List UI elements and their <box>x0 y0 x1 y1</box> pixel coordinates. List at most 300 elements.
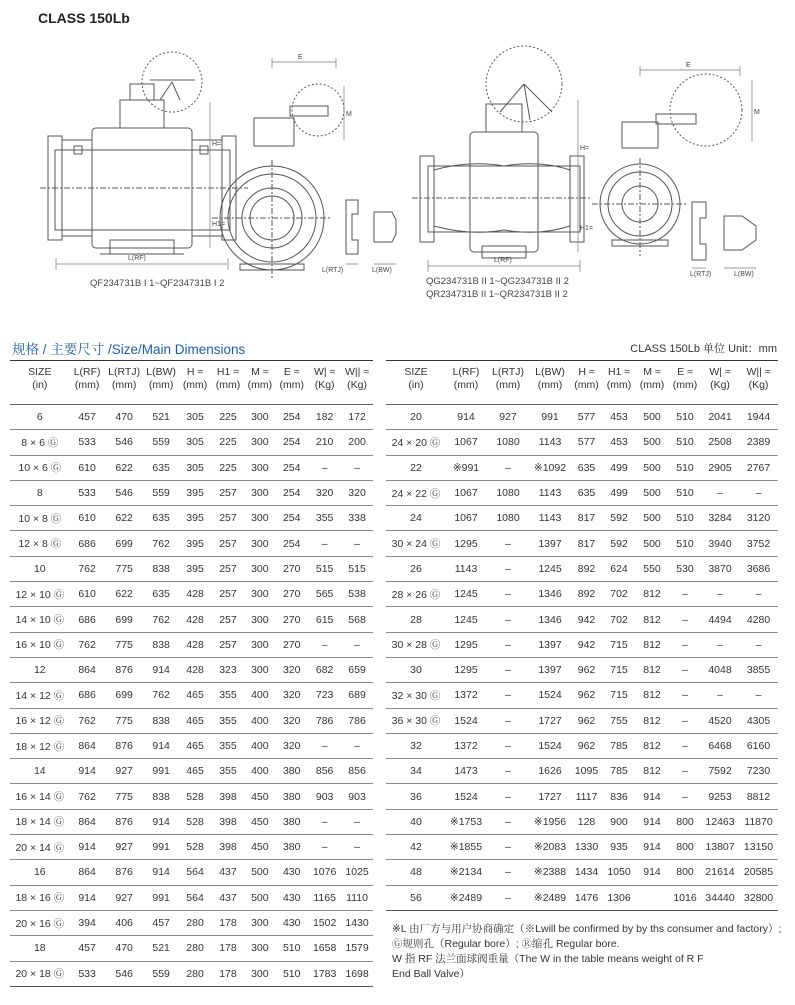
value-cell: 699 <box>105 607 144 632</box>
footnote: ※L 由厂方与用户协商确定（※Lwill be confirmed by by ths consumer and factory）; <box>392 923 782 935</box>
size-cell: 28 × 26 Ⓖ <box>386 582 446 607</box>
value-cell: 533 <box>70 961 105 986</box>
value-cell: 32800 <box>739 885 778 910</box>
value-cell: 1295 <box>446 657 486 682</box>
column-header <box>486 361 530 405</box>
class-title: CLASS 150Lb <box>38 10 130 26</box>
value-cell: 172 <box>341 405 373 430</box>
value-cell: 2389 <box>739 430 778 455</box>
value-cell: 775 <box>105 708 144 733</box>
value-cell: 775 <box>105 556 144 581</box>
value-cell: – <box>701 632 739 657</box>
column-header-unit: (mm) <box>574 379 599 391</box>
value-cell: – <box>701 480 739 505</box>
value-cell: 300 <box>244 430 275 455</box>
value-cell: 270 <box>275 582 308 607</box>
value-cell: 500 <box>635 480 669 505</box>
size-cell: 36 <box>386 784 446 809</box>
value-cell: 453 <box>603 405 635 430</box>
left-lbw-label: L(BW) <box>372 267 392 274</box>
column-header <box>739 361 778 405</box>
value-cell: – <box>739 632 778 657</box>
value-cell: 1295 <box>446 632 486 657</box>
value-cell: 786 <box>341 708 373 733</box>
value-cell: 320 <box>275 683 308 708</box>
value-cell: 1245 <box>446 607 486 632</box>
column-header-unit: (mm) <box>215 379 241 391</box>
size-cell: 8 <box>10 480 70 505</box>
value-cell: 510 <box>669 455 701 480</box>
value-cell: 1524 <box>446 708 486 733</box>
value-cell: 927 <box>105 885 144 910</box>
column-header-label: L(RTJ) <box>108 366 141 378</box>
size-cell: 16 × 12 Ⓖ <box>10 708 70 733</box>
column-header-label: H ≈ <box>578 366 595 378</box>
value-cell: – <box>308 455 341 480</box>
value-cell: 564 <box>179 860 212 885</box>
section-title: 规格 / 主要尺寸 /Size/Main Dimensions <box>12 342 246 357</box>
value-cell: 762 <box>70 632 105 657</box>
footnote: Ⓖ规则孔（Regular bore）; Ⓡ缩孔 Regular bore. <box>392 938 620 950</box>
value-cell: 800 <box>669 860 701 885</box>
table-row <box>386 733 778 758</box>
value-cell: 225 <box>212 405 245 430</box>
size-cell: 30 × 28 Ⓖ <box>386 632 446 657</box>
value-cell: 430 <box>275 885 308 910</box>
value-cell: – <box>669 657 701 682</box>
size-cell: 16 × 10 Ⓖ <box>10 632 70 657</box>
value-cell: 991 <box>144 835 179 860</box>
left-end-profiles <box>346 200 396 264</box>
right-h1-label: H1= <box>580 225 594 232</box>
value-cell: 1727 <box>530 784 570 809</box>
value-cell: 1727 <box>530 708 570 733</box>
size-cell: 10 × 6 Ⓖ <box>10 455 70 480</box>
value-cell: 1117 <box>570 784 603 809</box>
size-cell: 12 × 8 Ⓖ <box>10 531 70 556</box>
value-cell: 1502 <box>308 910 341 935</box>
value-cell: 942 <box>570 632 603 657</box>
value-cell: 465 <box>179 733 212 758</box>
column-header-unit: (in) <box>32 379 48 391</box>
value-cell: 635 <box>570 455 603 480</box>
value-cell: 1372 <box>446 733 486 758</box>
value-cell: – <box>308 733 341 758</box>
value-cell: 510 <box>669 405 701 430</box>
value-cell: 864 <box>70 809 105 834</box>
value-cell: 991 <box>144 885 179 910</box>
column-header-label: H ≈ <box>186 366 204 378</box>
value-cell: 257 <box>212 607 245 632</box>
value-cell: 546 <box>105 480 144 505</box>
right-drawing-caption-2: QR234731B II 1~QR234731B II 2 <box>426 289 568 300</box>
value-cell: 21614 <box>701 860 739 885</box>
value-cell: 1165 <box>308 885 341 910</box>
size-cell: 18 × 16 Ⓖ <box>10 885 70 910</box>
value-cell: 430 <box>275 860 308 885</box>
value-cell: 500 <box>244 860 275 885</box>
value-cell: 914 <box>70 835 105 860</box>
value-cell: 3870 <box>701 556 739 581</box>
value-cell: ※1092 <box>530 455 570 480</box>
value-cell: 1067 <box>446 506 486 531</box>
value-cell: 962 <box>570 708 603 733</box>
size-cell: 14 × 10 Ⓖ <box>10 607 70 632</box>
table-row <box>10 733 373 758</box>
value-cell: 622 <box>105 582 144 607</box>
value-cell: 300 <box>244 506 275 531</box>
size-cell: 26 <box>386 556 446 581</box>
value-cell: 380 <box>275 809 308 834</box>
value-cell: 3120 <box>739 506 778 531</box>
right-lbw-label: L(BW) <box>734 271 754 278</box>
value-cell: 178 <box>212 936 245 961</box>
column-header <box>308 361 341 405</box>
value-cell: 521 <box>144 936 179 961</box>
table-row <box>10 607 373 632</box>
left-h-label: H= <box>212 141 222 148</box>
value-cell: 786 <box>308 708 341 733</box>
value-cell: 577 <box>570 430 603 455</box>
value-cell: 564 <box>179 885 212 910</box>
table-row <box>10 885 373 910</box>
value-cell: 182 <box>308 405 341 430</box>
value-cell: 635 <box>144 582 179 607</box>
value-cell: ※2489 <box>530 885 570 910</box>
size-cell: 14 × 12 Ⓖ <box>10 683 70 708</box>
value-cell: 1579 <box>341 936 373 961</box>
table-row <box>386 405 778 430</box>
value-cell: 128 <box>570 809 603 834</box>
table-row <box>386 657 778 682</box>
value-cell: 470 <box>105 405 144 430</box>
value-cell: 320 <box>275 733 308 758</box>
value-cell: 257 <box>212 506 245 531</box>
table-row <box>386 860 778 885</box>
table-row <box>10 480 373 505</box>
value-cell: 453 <box>603 430 635 455</box>
value-cell: 914 <box>446 405 486 430</box>
value-cell: 510 <box>275 936 308 961</box>
left-h1-label: H1= <box>212 221 226 228</box>
value-cell: 457 <box>70 405 105 430</box>
value-cell: – <box>701 683 739 708</box>
column-header <box>570 361 603 405</box>
value-cell: 812 <box>635 607 669 632</box>
value-cell: – <box>486 657 530 682</box>
value-cell: 1473 <box>446 759 486 784</box>
value-cell: 682 <box>308 657 341 682</box>
value-cell: ※1855 <box>446 835 486 860</box>
value-cell: 300 <box>244 936 275 961</box>
column-header <box>105 361 144 405</box>
size-cell: 16 × 14 Ⓖ <box>10 784 70 809</box>
value-cell: 991 <box>144 759 179 784</box>
value-cell: 1346 <box>530 607 570 632</box>
value-cell: – <box>739 480 778 505</box>
column-header <box>212 361 245 405</box>
value-cell: 1295 <box>446 531 486 556</box>
column-header-unit: (Kg) <box>314 379 335 391</box>
value-cell: 500 <box>635 405 669 430</box>
value-cell: – <box>739 683 778 708</box>
value-cell: 300 <box>244 657 275 682</box>
value-cell: 3940 <box>701 531 739 556</box>
column-header-unit: (mm) <box>672 379 698 391</box>
value-cell: 699 <box>105 531 144 556</box>
value-cell: 305 <box>179 430 212 455</box>
size-cell: 32 <box>386 733 446 758</box>
column-header <box>701 361 739 405</box>
value-cell: 300 <box>244 455 275 480</box>
value-cell: 1050 <box>603 860 635 885</box>
value-cell: 876 <box>105 860 144 885</box>
value-cell: 838 <box>144 556 179 581</box>
unit-note: CLASS 150Lb 单位 Unit：mm <box>630 343 777 355</box>
column-header-unit: (mm) <box>182 379 208 391</box>
right-lrf-label: L(RF) <box>494 257 512 264</box>
value-cell: 400 <box>244 759 275 784</box>
dimensions-table-left <box>10 360 373 987</box>
value-cell: – <box>669 759 701 784</box>
value-cell: 254 <box>275 455 308 480</box>
value-cell: 812 <box>635 582 669 607</box>
value-cell: – <box>486 607 530 632</box>
value-cell: – <box>486 531 530 556</box>
value-cell: 270 <box>275 607 308 632</box>
value-cell: 338 <box>341 506 373 531</box>
value-cell: 300 <box>244 910 275 935</box>
valve-drawings <box>0 40 795 305</box>
size-cell: 12 <box>10 657 70 682</box>
value-cell: 762 <box>70 708 105 733</box>
value-cell: ※991 <box>446 455 486 480</box>
value-cell: 178 <box>212 961 245 986</box>
size-cell: 18 <box>10 936 70 961</box>
value-cell: 1143 <box>530 506 570 531</box>
value-cell: 300 <box>244 480 275 505</box>
column-header-unit: (in) <box>408 379 424 391</box>
value-cell: 592 <box>603 506 635 531</box>
value-cell: 300 <box>244 607 275 632</box>
value-cell: 305 <box>179 455 212 480</box>
size-cell: 12 × 10 Ⓖ <box>10 582 70 607</box>
value-cell: 1306 <box>603 885 635 910</box>
table-row <box>10 708 373 733</box>
value-cell: 178 <box>212 910 245 935</box>
size-cell: 8 × 6 Ⓖ <box>10 430 70 455</box>
value-cell: 11870 <box>739 809 778 834</box>
value-cell: 1430 <box>341 910 373 935</box>
value-cell: 1346 <box>530 582 570 607</box>
size-cell: 56 <box>386 885 446 910</box>
value-cell: 817 <box>570 506 603 531</box>
value-cell: – <box>669 582 701 607</box>
value-cell: 225 <box>212 430 245 455</box>
value-cell: 1143 <box>530 430 570 455</box>
value-cell: – <box>701 582 739 607</box>
value-cell: 622 <box>105 506 144 531</box>
value-cell: 300 <box>244 961 275 986</box>
column-header-label: E ≈ <box>677 366 693 378</box>
value-cell: 3855 <box>739 657 778 682</box>
value-cell: – <box>669 632 701 657</box>
left-m-label: M <box>346 111 352 118</box>
column-header-unit: (mm) <box>453 379 479 391</box>
value-cell: 2905 <box>701 455 739 480</box>
value-cell: 510 <box>669 506 701 531</box>
value-cell: 592 <box>603 531 635 556</box>
value-cell: 6468 <box>701 733 739 758</box>
value-cell: 300 <box>244 405 275 430</box>
column-header-label: SIZE <box>404 366 428 378</box>
value-cell: 817 <box>570 531 603 556</box>
value-cell: 254 <box>275 430 308 455</box>
size-cell: 10 <box>10 556 70 581</box>
size-cell: 30 × 24 Ⓖ <box>386 531 446 556</box>
value-cell: ※1753 <box>446 809 486 834</box>
size-cell: 24 × 22 Ⓖ <box>386 480 446 505</box>
value-cell: 533 <box>70 430 105 455</box>
value-cell: 1524 <box>446 784 486 809</box>
value-cell: – <box>669 607 701 632</box>
table-row <box>386 582 778 607</box>
column-header <box>10 361 70 405</box>
value-cell: 565 <box>308 582 341 607</box>
column-header-unit: (mm) <box>247 379 273 391</box>
value-cell: 210 <box>308 430 341 455</box>
value-cell: 500 <box>635 531 669 556</box>
value-cell: 254 <box>275 506 308 531</box>
value-cell: – <box>341 809 373 834</box>
value-cell: 380 <box>275 784 308 809</box>
value-cell: – <box>486 885 530 910</box>
value-cell: 914 <box>70 885 105 910</box>
value-cell: 4494 <box>701 607 739 632</box>
value-cell: 7230 <box>739 759 778 784</box>
column-header-label: W| ≈ <box>313 366 336 378</box>
value-cell <box>635 885 669 910</box>
value-cell: 876 <box>105 657 144 682</box>
column-header <box>669 361 701 405</box>
value-cell: 380 <box>275 759 308 784</box>
table-row <box>10 405 373 430</box>
value-cell: 398 <box>212 835 245 860</box>
value-cell: ※2134 <box>446 860 486 885</box>
value-cell: 864 <box>70 657 105 682</box>
value-cell: 380 <box>275 835 308 860</box>
value-cell: 812 <box>635 657 669 682</box>
value-cell: 510 <box>669 480 701 505</box>
right-valve-front-view <box>592 74 742 256</box>
value-cell: – <box>486 556 530 581</box>
value-cell: – <box>486 784 530 809</box>
table-row <box>10 936 373 961</box>
table-row <box>386 607 778 632</box>
size-cell: 20 × 16 Ⓖ <box>10 910 70 935</box>
dimensions-table-right <box>386 360 778 911</box>
value-cell: 254 <box>275 531 308 556</box>
value-cell: ※2083 <box>530 835 570 860</box>
value-cell: 1434 <box>570 860 603 885</box>
footnote: End Ball Valve） <box>392 968 471 980</box>
value-cell: 2041 <box>701 405 739 430</box>
table-row <box>10 910 373 935</box>
right-lrtj-label: L(RTJ) <box>690 271 712 278</box>
value-cell: 257 <box>212 582 245 607</box>
value-cell: 1626 <box>530 759 570 784</box>
size-cell: 24 × 20 Ⓖ <box>386 430 446 455</box>
value-cell: 510 <box>669 430 701 455</box>
value-cell: 528 <box>179 835 212 860</box>
value-cell: 515 <box>341 556 373 581</box>
table-header-row <box>10 361 373 405</box>
value-cell: 812 <box>635 683 669 708</box>
value-cell: – <box>486 683 530 708</box>
value-cell: 723 <box>308 683 341 708</box>
value-cell: – <box>308 531 341 556</box>
value-cell: 635 <box>144 506 179 531</box>
table-row <box>10 860 373 885</box>
value-cell: 1016 <box>669 885 701 910</box>
column-header <box>275 361 308 405</box>
value-cell: 715 <box>603 632 635 657</box>
value-cell: 2508 <box>701 430 739 455</box>
value-cell: 702 <box>603 607 635 632</box>
value-cell: 927 <box>105 835 144 860</box>
value-cell: 1397 <box>530 657 570 682</box>
value-cell: 437 <box>212 860 245 885</box>
value-cell: 499 <box>603 455 635 480</box>
size-cell: 6 <box>10 405 70 430</box>
left-dimensions <box>56 102 228 270</box>
value-cell: 1397 <box>530 531 570 556</box>
column-header <box>446 361 486 405</box>
table-row <box>10 582 373 607</box>
value-cell: 6160 <box>739 733 778 758</box>
column-header-label: M ≈ <box>251 366 269 378</box>
value-cell: 1476 <box>570 885 603 910</box>
value-cell: 430 <box>275 910 308 935</box>
size-cell: 16 <box>10 860 70 885</box>
table-row <box>386 809 778 834</box>
column-header-unit: (Kg) <box>710 379 730 391</box>
value-cell: – <box>486 455 530 480</box>
value-cell: 465 <box>179 708 212 733</box>
value-cell: 876 <box>105 809 144 834</box>
value-cell: 270 <box>275 632 308 657</box>
value-cell: 686 <box>70 607 105 632</box>
column-header-unit: (Kg) <box>748 379 769 391</box>
column-header-unit: (mm) <box>111 379 137 391</box>
value-cell: 856 <box>308 759 341 784</box>
column-header <box>70 361 105 405</box>
value-cell: 500 <box>635 430 669 455</box>
column-header-label: E ≈ <box>283 366 300 378</box>
column-header-label: M ≈ <box>643 366 661 378</box>
value-cell: 715 <box>603 657 635 682</box>
value-cell: 400 <box>244 733 275 758</box>
value-cell: 280 <box>179 910 212 935</box>
right-h-label: H= <box>580 145 590 152</box>
value-cell: 1330 <box>570 835 603 860</box>
table-row <box>386 683 778 708</box>
table-row <box>10 506 373 531</box>
value-cell: 1110 <box>341 885 373 910</box>
size-cell: 18 × 12 Ⓖ <box>10 733 70 758</box>
column-header-unit: (mm) <box>495 379 521 391</box>
value-cell: – <box>669 683 701 708</box>
